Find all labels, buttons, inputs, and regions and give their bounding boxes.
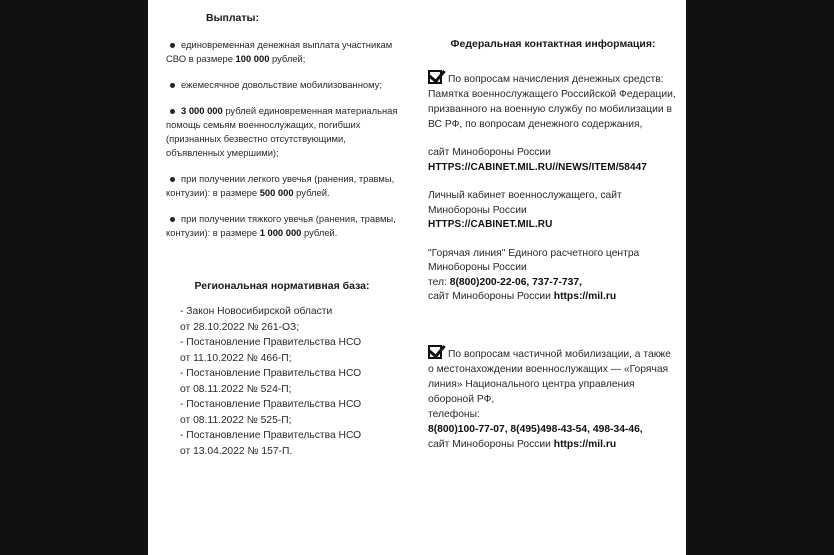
regional-item — [166, 335, 398, 366]
regional-title: Региональная нормативная база: — [194, 280, 370, 292]
leaflet-page — [148, 0, 686, 555]
federal-title: Федеральная контактная информация: — [450, 38, 656, 50]
mil-link[interactable]: https://mil.ru — [553, 438, 617, 450]
site-label: сайт Минобороны России — [428, 147, 551, 158]
regional-doc-name: - Закон Новосибирской области — [180, 306, 333, 317]
regional-doc-date: от 08.11.2022 № 525-П; — [180, 414, 292, 426]
payout-text: рублей; — [269, 53, 306, 64]
bullet-icon — [170, 83, 175, 88]
payout-text: при получении легкого увечья (ранения, травмы, контузии): в размере — [166, 173, 395, 198]
mobilization-site-line — [428, 437, 678, 452]
payout-amount: 100 000 — [235, 53, 270, 64]
payout-text: при получении тяжкого увечья (ранения, травмы, контузии): в размере — [166, 213, 396, 238]
payouts-title: Выплаты: — [206, 12, 260, 24]
federal-block-mobilization — [428, 345, 678, 452]
regional-doc-date: от 28.10.2022 № 261-ОЗ; — [180, 321, 300, 333]
regional-item — [166, 428, 398, 459]
regional-item — [166, 304, 398, 335]
regional-doc-name: - Постановление Правительства НСО — [180, 337, 362, 348]
payout-item — [166, 104, 398, 160]
hotline-phone: 8(800)200-22-06, 737-7-737, — [449, 276, 582, 288]
bullet-icon — [170, 177, 175, 182]
hotline-site-line — [428, 290, 678, 305]
block-intro: По вопросам начисления денежных средств: Памятка военнослужащего Российской Федерации, призванного на военную службу по мобилизации в ВС РФ, по вопросам денежного содержания, — [428, 74, 676, 130]
bullet-icon — [170, 43, 175, 48]
regional-doc-date: от 13.04.2022 № 157-П. — [180, 445, 293, 457]
payout-text: ежемесячное довольствие мобилизованному; — [181, 79, 382, 90]
block-intro: По вопросам частичной мобилизации, а также о местонахождении военнослужащих — «Горячая линия» Национального центра управления обороной РФ, — [428, 348, 671, 405]
phones-label: телефоны: — [428, 408, 480, 420]
hotline-phone-line — [428, 276, 678, 291]
regional-doc-name: - Постановление Правительства НСО — [180, 430, 362, 441]
checkbox-checked-icon — [428, 70, 442, 84]
hotline-info — [428, 247, 678, 305]
cabinet-info — [428, 189, 678, 233]
regional-item — [166, 397, 398, 428]
cabinet-label: Личный кабинет военнослужащего, сайт Минобороны России — [428, 190, 622, 216]
payout-amount: 3 000 000 — [181, 105, 223, 116]
federal-block-payments — [428, 70, 678, 132]
site-info — [428, 146, 678, 175]
hotline-label: "Горячая линия" Единого расчетного центра Минобороны России — [428, 247, 640, 273]
phone-prefix: тел: — [428, 276, 450, 288]
payout-text: единовременная денежная выплата участникам СВО в размере — [166, 39, 393, 64]
regional-doc-name: - Постановление Правительства НСО — [180, 368, 362, 379]
checkbox-checked-icon — [428, 345, 442, 359]
regional-doc-date: от 11.10.2022 № 466-П; — [180, 352, 292, 364]
payout-text: рублей. — [293, 187, 330, 198]
mil-link[interactable]: https://mil.ru — [553, 291, 617, 302]
payout-item — [166, 38, 398, 66]
site-prefix: сайт Минобороны России — [428, 438, 554, 450]
regional-doc-date: от 08.11.2022 № 524-П; — [180, 383, 292, 395]
left-column — [166, 12, 398, 459]
right-column — [428, 38, 678, 452]
payout-amount: 1 000 000 — [259, 227, 302, 238]
regional-item — [166, 366, 398, 397]
site-prefix: сайт Минобороны России — [428, 291, 554, 302]
payout-item — [166, 172, 398, 200]
payout-amount: 500 000 — [259, 187, 294, 198]
news-link[interactable]: HTTPS://CABINET.MIL.RU//NEWS/ITEM/58447 — [428, 161, 647, 173]
cabinet-link[interactable]: HTTPS://CABINET.MIL.RU — [428, 219, 553, 230]
payout-item — [166, 78, 398, 92]
mobilization-phones: 8(800)100-77-07, 8(495)498-43-54, 498-34-46, — [428, 423, 643, 435]
payout-text: рублей. — [301, 227, 338, 238]
payout-item — [166, 212, 398, 240]
bullet-icon — [170, 217, 175, 222]
regional-doc-name: - Постановление Правительства НСО — [180, 399, 362, 410]
payout-text: рублей единовременная материальная помощь семьям военнослужащих, погибших (признанных безвестно отсутствующими, объявленных умершими); — [166, 105, 398, 158]
bullet-icon — [170, 109, 175, 114]
